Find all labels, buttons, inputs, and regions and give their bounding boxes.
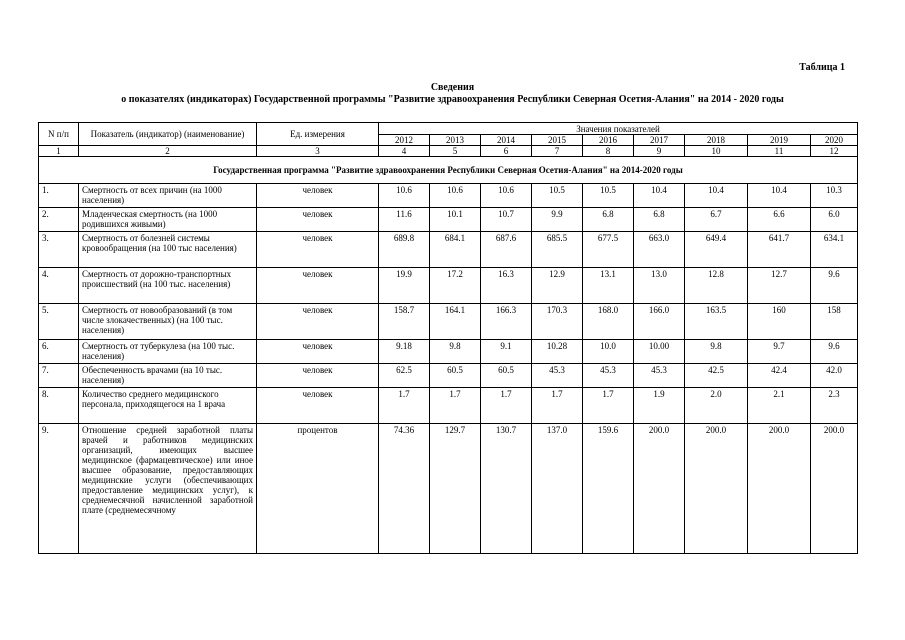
value-cell: 9.6	[811, 268, 858, 304]
header-year: 2017	[634, 135, 685, 146]
table-row	[39, 424, 858, 554]
value-cell: 10.0	[583, 340, 634, 364]
value-cell: 2.0	[685, 388, 748, 424]
unit-cell: человек	[257, 388, 379, 424]
header-year: 2018	[685, 135, 748, 146]
header-year: 2019	[748, 135, 811, 146]
header-num: N п/п	[39, 123, 79, 146]
indicator-name: Отношение средней заработной платы врачей и работников медицинских организаций, имеющих высшее медицинское (фармацевтическое) или иное высшее образование, предоставляющих медицинские услуги (обеспечивающих предоставление медицинских услуг), к среднемесячной начисленной заработной плате (среднемесячному	[79, 424, 257, 554]
value-cell: 2.1	[748, 388, 811, 424]
column-number: 11	[748, 146, 811, 157]
value-cell: 158.7	[379, 304, 430, 340]
value-cell: 45.3	[634, 364, 685, 388]
row-number: 8.	[39, 388, 79, 424]
header-year: 2015	[532, 135, 583, 146]
value-cell: 19.9	[379, 268, 430, 304]
column-number: 12	[811, 146, 858, 157]
value-cell: 10.4	[634, 184, 685, 208]
row-number: 1.	[39, 184, 79, 208]
header-indicator: Показатель (индикатор) (наименование)	[79, 123, 257, 146]
header-unit: Ед. измерения	[257, 123, 379, 146]
row-number: 4.	[39, 268, 79, 304]
value-cell: 17.2	[430, 268, 481, 304]
value-cell: 685.5	[532, 232, 583, 268]
value-cell: 158	[811, 304, 858, 340]
indicator-name: Младенческая смертность (на 1000 родившихся живыми)	[79, 208, 257, 232]
unit-cell: человек	[257, 184, 379, 208]
value-cell: 10.28	[532, 340, 583, 364]
column-number: 2	[79, 146, 257, 157]
value-cell: 9.6	[811, 340, 858, 364]
value-cell: 159.6	[583, 424, 634, 554]
value-cell: 164.1	[430, 304, 481, 340]
row-number: 5.	[39, 304, 79, 340]
value-cell: 200.0	[634, 424, 685, 554]
value-cell: 74.36	[379, 424, 430, 554]
table-row	[39, 340, 858, 364]
value-cell: 10.5	[583, 184, 634, 208]
value-cell: 163.5	[685, 304, 748, 340]
value-cell: 10.6	[481, 184, 532, 208]
value-cell: 160	[748, 304, 811, 340]
value-cell: 1.9	[634, 388, 685, 424]
value-cell: 11.6	[379, 208, 430, 232]
column-number: 6	[481, 146, 532, 157]
value-cell: 168.0	[583, 304, 634, 340]
value-cell: 10.4	[748, 184, 811, 208]
value-cell: 129.7	[430, 424, 481, 554]
table-row	[39, 208, 858, 232]
table-row	[39, 232, 858, 268]
row-number: 7.	[39, 364, 79, 388]
value-cell: 45.3	[532, 364, 583, 388]
table-row	[39, 364, 858, 388]
value-cell: 16.3	[481, 268, 532, 304]
value-cell: 10.1	[430, 208, 481, 232]
value-cell: 689.8	[379, 232, 430, 268]
value-cell: 6.8	[634, 208, 685, 232]
indicator-name: Количество среднего медицинского персонала, приходящегося на 1 врача	[79, 388, 257, 424]
row-number: 6.	[39, 340, 79, 364]
column-number-row	[39, 146, 858, 157]
row-number: 3.	[39, 232, 79, 268]
column-number: 4	[379, 146, 430, 157]
column-number: 5	[430, 146, 481, 157]
document-title	[0, 82, 905, 106]
column-number: 10	[685, 146, 748, 157]
title-line-1: Сведения	[430, 82, 475, 93]
value-cell: 2.3	[811, 388, 858, 424]
value-cell: 1.7	[379, 388, 430, 424]
value-cell: 60.5	[430, 364, 481, 388]
value-cell: 687.6	[481, 232, 532, 268]
value-cell: 42.5	[685, 364, 748, 388]
value-cell: 663.0	[634, 232, 685, 268]
column-number: 7	[532, 146, 583, 157]
value-cell: 1.7	[583, 388, 634, 424]
value-cell: 684.1	[430, 232, 481, 268]
indicators-table	[38, 122, 858, 554]
value-cell: 130.7	[481, 424, 532, 554]
value-cell: 200.0	[685, 424, 748, 554]
value-cell: 6.0	[811, 208, 858, 232]
unit-cell: человек	[257, 268, 379, 304]
value-cell: 45.3	[583, 364, 634, 388]
value-cell: 166.3	[481, 304, 532, 340]
program-title: Государственная программа "Развитие здравоохранения Республики Северная Осетия-Алания" на 2014-2020 годы	[39, 157, 858, 184]
column-number: 8	[583, 146, 634, 157]
value-cell: 9.9	[532, 208, 583, 232]
value-cell: 10.3	[811, 184, 858, 208]
value-cell: 60.5	[481, 364, 532, 388]
indicator-name: Обеспеченность врачами (на 10 тыс. населения)	[79, 364, 257, 388]
table-row	[39, 184, 858, 208]
header-year: 2013	[430, 135, 481, 146]
value-cell: 6.6	[748, 208, 811, 232]
indicator-name: Смертность от новообразований (в том числе злокачественных) (на 100 тыс. населения)	[79, 304, 257, 340]
value-cell: 170.3	[532, 304, 583, 340]
value-cell: 10.5	[532, 184, 583, 208]
unit-cell: человек	[257, 364, 379, 388]
value-cell: 12.8	[685, 268, 748, 304]
value-cell: 13.1	[583, 268, 634, 304]
value-cell: 10.7	[481, 208, 532, 232]
value-cell: 10.6	[430, 184, 481, 208]
value-cell: 10.6	[379, 184, 430, 208]
row-number: 9.	[39, 424, 79, 554]
column-number: 3	[257, 146, 379, 157]
value-cell: 634.1	[811, 232, 858, 268]
indicator-name: Смертность от дорожно-транспортных происшествий (на 100 тыс. населения)	[79, 268, 257, 304]
value-cell: 42.0	[811, 364, 858, 388]
unit-cell: человек	[257, 232, 379, 268]
unit-cell: человек	[257, 340, 379, 364]
value-cell: 6.7	[685, 208, 748, 232]
indicator-name: Смертность от болезней системы кровообращения (на 100 тыс населения)	[79, 232, 257, 268]
header-year: 2012	[379, 135, 430, 146]
column-number: 9	[634, 146, 685, 157]
value-cell: 9.8	[685, 340, 748, 364]
value-cell: 13.0	[634, 268, 685, 304]
indicator-name: Смертность от всех причин (на 1000 населения)	[79, 184, 257, 208]
value-cell: 62.5	[379, 364, 430, 388]
table-row	[39, 268, 858, 304]
value-cell: 12.7	[748, 268, 811, 304]
value-cell: 9.1	[481, 340, 532, 364]
value-cell: 9.7	[748, 340, 811, 364]
table-row	[39, 304, 858, 340]
unit-cell: процентов	[257, 424, 379, 554]
table-row	[39, 388, 858, 424]
table-label: Таблица 1	[799, 62, 845, 73]
title-line-2: о показателях (индикаторах) Государственной программы "Развитие здравоохранения Республики Северная Осетия-Алания" на 2014 - 2020 годы	[121, 94, 784, 105]
value-cell: 200.0	[811, 424, 858, 554]
indicator-name: Смертность от туберкулеза (на 100 тыс. населения)	[79, 340, 257, 364]
program-title-row	[39, 157, 858, 184]
value-cell: 649.4	[685, 232, 748, 268]
value-cell: 12.9	[532, 268, 583, 304]
value-cell: 166.0	[634, 304, 685, 340]
row-number: 2.	[39, 208, 79, 232]
value-cell: 641.7	[748, 232, 811, 268]
value-cell: 9.18	[379, 340, 430, 364]
unit-cell: человек	[257, 208, 379, 232]
header-year: 2014	[481, 135, 532, 146]
value-cell: 1.7	[430, 388, 481, 424]
value-cell: 6.8	[583, 208, 634, 232]
value-cell: 677.5	[583, 232, 634, 268]
header-year: 2016	[583, 135, 634, 146]
value-cell: 137.0	[532, 424, 583, 554]
value-cell: 1.7	[481, 388, 532, 424]
column-number: 1	[39, 146, 79, 157]
value-cell: 10.4	[685, 184, 748, 208]
value-cell: 42.4	[748, 364, 811, 388]
value-cell: 9.8	[430, 340, 481, 364]
value-cell: 10.00	[634, 340, 685, 364]
value-cell: 200.0	[748, 424, 811, 554]
value-cell: 1.7	[532, 388, 583, 424]
header-year: 2020	[811, 135, 858, 146]
header-values: Значения показателей	[379, 123, 858, 135]
unit-cell: человек	[257, 304, 379, 340]
